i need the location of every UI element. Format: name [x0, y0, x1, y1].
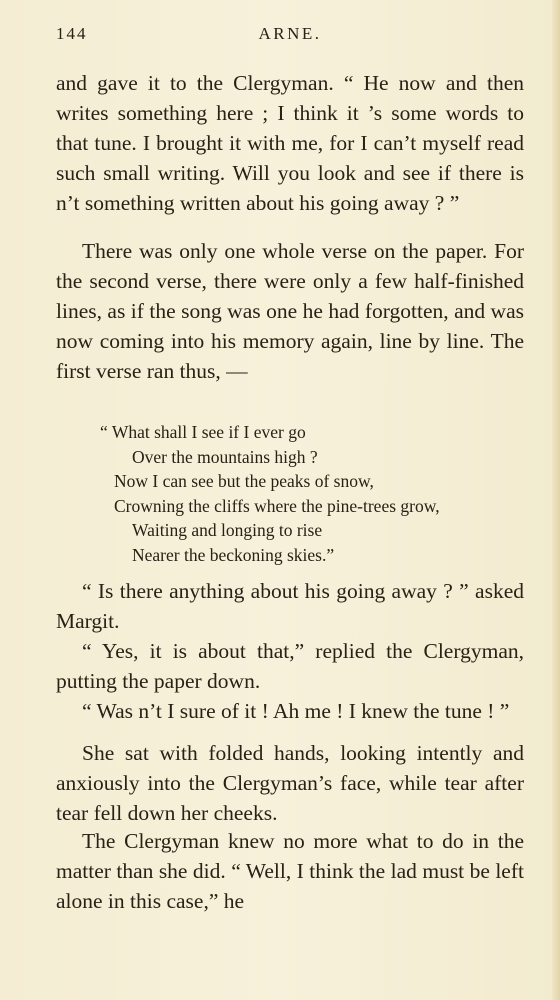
poem-line: “ What shall I see if I ever go: [100, 422, 306, 442]
poem-line: Crowning the cliffs where the pine-trees grow,: [114, 495, 440, 516]
paragraph-1: [56, 68, 524, 218]
poem-line: Nearer the beckoning skies.”: [132, 544, 335, 565]
paragraph-text: There was only one whole verse on the paper. For the second verse, there were only a few half-finished lines, as if the song was one he had forgotten, and was now coming into his memory again, line by line. The first verse ran thus, —: [56, 239, 524, 383]
poem-verse: [100, 420, 440, 567]
running-title: ARNE.: [258, 24, 322, 43]
page-number: 144: [56, 24, 88, 43]
paragraph-text: “ Yes, it is about that,” replied the Clergyman, putting the paper down.: [56, 639, 524, 693]
paragraph-6: [56, 738, 524, 828]
paragraph-7: [56, 826, 524, 916]
paragraph-text: The Clergyman knew no more what to do in the matter than she did. “ Well, I think the lad must be left alone in this case,” he: [56, 829, 524, 913]
paragraph-text: “ Was n’t I sure of it ! Ah me ! I knew the tune ! ”: [82, 699, 510, 723]
poem-line: Now I can see but the peaks of snow,: [114, 471, 374, 491]
poem-line: Over the mountains high ?: [132, 446, 318, 467]
paragraph-text: and gave it to the Clergyman. “ He now and then writes something here ; I think it ’s some words to that tune. I brought it with me, for I can’t myself read such small writing. Will you look and see if there is n’t something written about his going away ? ”: [56, 71, 524, 215]
page-header: [56, 24, 524, 48]
poem-line: Waiting and longing to rise: [132, 520, 323, 540]
paragraph-3: [56, 576, 524, 636]
paragraph-text: “ Is there anything about his going away ? ” asked Margit.: [56, 579, 524, 633]
paragraph-2: [56, 236, 524, 386]
paragraph-5: [56, 696, 524, 726]
paragraph-text: She sat with folded hands, looking intently and anxiously into the Clergyman’s face, while tear after tear fell down her cheeks.: [56, 741, 524, 825]
page-edge: [552, 0, 559, 1000]
paragraph-4: [56, 636, 524, 696]
